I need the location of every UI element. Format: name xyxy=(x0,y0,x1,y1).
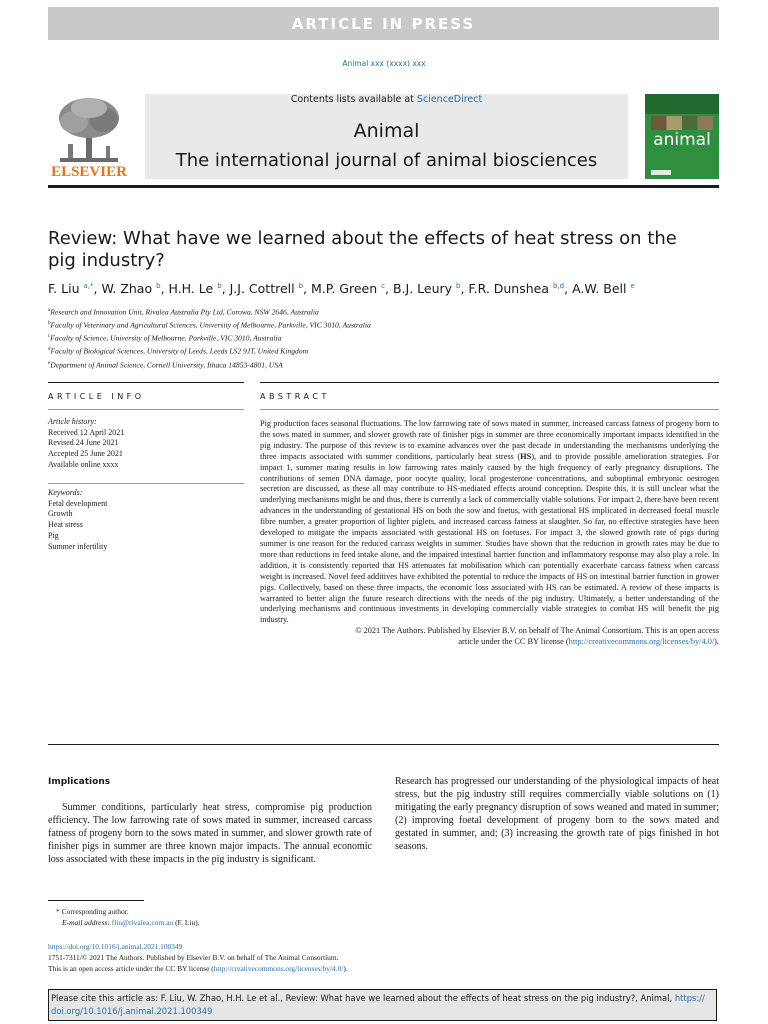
journal-title: Animal xyxy=(353,120,420,142)
doi-link[interactable]: https://doi.org/10.1016/j.animal.2021.100349 xyxy=(48,942,183,951)
cover-top-strip xyxy=(645,94,719,114)
abstract-text xyxy=(260,419,719,626)
author-name[interactable]: M.P. Green xyxy=(311,281,378,296)
article-info-heading: ARTICLE INFO xyxy=(48,392,145,401)
abstract-abbrev: HS xyxy=(520,451,532,461)
keyword-item: Summer infertility xyxy=(48,541,108,551)
abstract-sub-rule xyxy=(260,409,719,410)
email-suffix: (F. Liu). xyxy=(175,918,200,927)
affiliation-text: Faculty of Veterinary and Agricultural Sciences, University of Melbourne, Parkville, VIC 3010, Australia xyxy=(50,320,371,330)
contents-prefix: Contents lists available at xyxy=(290,94,414,105)
copyright-suffix: ). xyxy=(714,637,719,647)
abstract-heading: ABSTRACT xyxy=(260,392,330,401)
cite-doi-link-part1[interactable]: https:// xyxy=(674,993,705,1003)
affiliation-list xyxy=(48,305,728,371)
affiliation-text: Faculty of Biological Sciences, University of Leeds, Leeds LS2 9JT, United Kingdom xyxy=(50,346,309,356)
footnotes xyxy=(48,906,448,928)
elsevier-wordmark: ELSEVIER xyxy=(51,164,127,180)
footnote-rule xyxy=(48,900,144,901)
author-name[interactable]: B.J. Leury xyxy=(392,281,453,296)
publication-info xyxy=(48,941,608,974)
author-separator: , xyxy=(385,281,393,296)
affiliation-mark: b xyxy=(48,321,51,327)
sciencedirect-link[interactable]: ScienceDirect xyxy=(416,94,483,105)
author-entry xyxy=(230,281,311,296)
abstract-body xyxy=(260,419,719,648)
copyright-line-2 xyxy=(260,637,719,648)
history-item: Revised 24 June 2021 xyxy=(48,438,119,448)
issn-line: 1751-7311/© 2021 The Authors. Published by Elsevier B.V. on behalf of The Animal Consortium. xyxy=(48,953,339,962)
oa-license-link[interactable]: http://creativecommons.org/licenses/by/4.0/ xyxy=(213,964,344,973)
email-link[interactable]: fliu@rivalea.com.au xyxy=(111,918,174,927)
author-list xyxy=(48,281,728,296)
author-entry xyxy=(101,281,168,296)
author-affiliation-marks[interactable]: b xyxy=(156,281,161,290)
implications-right-text: Research has progressed our understanding of the physiological impacts of heat stress, but the pig industry still requires commercially viable solutions on (1) mitigating the early pregnancy disruption of sows weaned and mated in summer; (2) improving foetal development of progeny born to the sows mated and gestated in summer, and; (3) increasing the growth rate of pigs finished in hot seasons. xyxy=(395,776,719,852)
author-entry xyxy=(48,281,101,296)
email-label: E-mail address: xyxy=(62,918,110,927)
author-affiliation-marks[interactable]: c xyxy=(381,281,385,290)
keywords-label: Keywords: xyxy=(48,488,83,497)
cover-photo-strip xyxy=(651,116,713,130)
header-divider xyxy=(48,185,719,188)
affiliation-text: Department of Animal Science, Cornell University, Ithaca 14853-4801, USA xyxy=(50,360,283,370)
affiliation-item xyxy=(48,305,728,318)
article-info-sub-rule xyxy=(48,409,244,410)
implications-heading: Implications xyxy=(48,777,111,787)
article-info-top-rule xyxy=(48,382,244,383)
affiliation-text: Faculty of Science, University of Melbourne, Parkville, VIC 3010, Australia xyxy=(50,333,282,343)
history-label: Article history: xyxy=(48,417,97,426)
implications-right-column xyxy=(395,776,719,853)
cover-footer-logo xyxy=(651,170,671,175)
contents-availability-line xyxy=(145,94,628,105)
article-in-press-banner xyxy=(48,7,719,40)
cite-this-article-box xyxy=(48,989,717,1021)
author-affiliation-marks[interactable]: b xyxy=(456,281,461,290)
keywords-rule xyxy=(48,483,244,484)
corresponding-author-note: * Corresponding author. xyxy=(56,907,129,916)
author-separator: , xyxy=(564,281,573,296)
affiliation-item xyxy=(48,358,728,371)
article-title: Review: What have we learned about the effects of heat stress on the pig industry? xyxy=(48,228,677,271)
author-name[interactable]: J.J. Cottrell xyxy=(229,281,295,296)
keyword-item: Pig xyxy=(48,530,59,540)
abstract-top-rule xyxy=(260,382,719,383)
author-name[interactable]: W. Zhao xyxy=(101,281,153,296)
abstract-part1: Pig production faces seasonal fluctuations. The low farrowing rate of sows mated in summer, increased carcass fatness of progeny born to the sows mated in summer, and slower growth rate of finisher pigs in summer are three economically important impacts identified in the pig industry. The purpose of this review is to examine advances over the past decade in understanding the mechanisms underlying the three impacts associated with summer conditions, particularly heat stress ( xyxy=(260,419,719,461)
affiliation-mark: c xyxy=(48,334,51,340)
article-history xyxy=(48,417,244,471)
author-entry xyxy=(393,281,468,296)
keywords-block xyxy=(48,488,244,552)
author-entry xyxy=(311,281,393,296)
history-item: Received 12 April 2021 xyxy=(48,427,125,437)
cover-wordmark: animal xyxy=(653,130,711,150)
copyright-prefix: article under the CC BY license ( xyxy=(458,637,569,647)
affiliation-mark: d xyxy=(48,347,51,353)
author-separator: , xyxy=(221,281,230,296)
author-separator: , xyxy=(93,281,102,296)
corresponding-label: Corresponding author. xyxy=(61,907,129,916)
keyword-item: Heat stress xyxy=(48,520,83,530)
journal-subtitle: The international journal of animal biosciences xyxy=(175,150,598,171)
oa-prefix: This is an open access article under the CC BY license ( xyxy=(48,964,214,973)
history-item: Available online xxxx xyxy=(48,459,119,469)
journal-reference[interactable]: Animal xxx (xxxx) xxx xyxy=(342,59,426,68)
email-note xyxy=(48,917,448,928)
author-name[interactable]: F.R. Dunshea xyxy=(468,281,550,296)
cite-prefix: Please cite this article as: F. Liu, W. Zhao, H.H. Le et al., Review: What have we learned about the effects of heat stress on the pig industry?, Animal, xyxy=(51,993,673,1003)
author-separator: , xyxy=(303,281,311,296)
affiliation-item xyxy=(48,318,728,331)
affiliation-item xyxy=(48,344,728,357)
implications-left-text: Summer conditions, particularly heat stress, compromise pig production efficiency. The low farrowing rate of sows mated in summer, increased carcass fatness of progeny born to the sows mated in summer, and slower growth rate of finisher pigs in summer are three known major impacts. The annual economic loss associated with these impacts in the pig industry is significant. xyxy=(48,801,372,865)
journal-cover-thumbnail xyxy=(645,94,719,179)
author-affiliation-marks[interactable]: e xyxy=(630,281,635,290)
implications-left-column xyxy=(48,776,372,866)
affiliation-mark: a xyxy=(48,308,51,313)
open-access-line xyxy=(48,963,608,974)
abstract-copyright xyxy=(260,626,719,648)
abstract-part2: ), and to provide possible amelioration strategies. For impact 1, summer mating results in low farrowing rates mainly caused by the high frequency of early pregnancy disruptions. The contributions of semen DNA damage, poor oocyte quality, local progesterone concentrations, and suboptimal embryonic oestrogen secretion are discussed, as these all may contribute to HS-mediated effects around conception. Despite this, it is still unclear what the underlying mechanisms might be and thus, there is currently a lack of commercially viable solutions. For impact 2, there have been recent advances in the understanding of gestational HS on both the sow and foetus, with gestational HS implicated in decreased foetal muscle fibre number, a greater proportion of lighter piglets, and increased carcass fatness at slaughter. So far, no effective strategies have been developed to mitigate the impacts associated with gestational HS on foetuses. For impact 3, the slowed growth rate of pigs during summer is one reason for the reduced carcass weights in summer. Studies have shown that the reduction in growth rates may be due to more than reductions in feed intake alone, and the impaired intestinal barrier function and inflammatory response may also play a role. In addition, it is consistently reported that HS attenuates fat mobilisation which can potentially exacerbate carcass fatness when carcass weight is increased. Novel feed additives have exhibited the potential to reduce the impacts of HS on intestinal barrier function in grower pigs. Collectively, based on these three impacts, the economic loss associated with HS can be estimated. A review of these impacts is warranted to better align the future research directions with the needs of the pig industry. Ultimately, a better understanding of the underlying mechanisms and continuous investments in developing commercially viable strategies to combat HS will benefit the pig industry. xyxy=(260,451,719,625)
affiliation-item xyxy=(48,331,728,344)
banner-text: ARTICLE IN PRESS xyxy=(291,14,476,33)
author-name[interactable]: A.W. Bell xyxy=(572,281,627,296)
author-name[interactable]: F. Liu xyxy=(48,281,80,296)
affiliation-mark: e xyxy=(48,360,51,366)
author-affiliation-marks[interactable]: b xyxy=(217,281,222,290)
abstract-bottom-rule xyxy=(48,744,719,745)
keyword-item: Growth xyxy=(48,509,73,519)
affiliation-text: Research and Innovation Unit, Rivalea Australia Pty Ltd, Corowa, NSW 2646, Australia xyxy=(50,307,319,317)
author-name[interactable]: H.H. Le xyxy=(168,281,214,296)
author-affiliation-marks[interactable]: a,* xyxy=(83,281,94,290)
oa-suffix: ). xyxy=(343,964,348,973)
author-entry xyxy=(572,281,635,296)
author-separator: , xyxy=(460,281,469,296)
author-entry xyxy=(468,281,572,296)
cc-license-link[interactable]: http://creativecommons.org/licenses/by/4.0/ xyxy=(568,637,715,647)
copyright-line-1: © 2021 The Authors. Published by Elsevier B.V. on behalf of The Animal Consortium. This is an open access xyxy=(355,626,719,636)
author-affiliation-marks[interactable]: b,d xyxy=(553,281,565,290)
cite-doi-link-part2[interactable]: doi.org/10.1016/j.animal.2021.100349 xyxy=(51,1006,213,1016)
keyword-item: Fetal development xyxy=(48,498,108,508)
author-entry xyxy=(169,281,230,296)
author-separator: , xyxy=(160,281,169,296)
history-item: Accepted 25 June 2021 xyxy=(48,449,123,459)
author-affiliation-marks[interactable]: b xyxy=(298,281,304,290)
